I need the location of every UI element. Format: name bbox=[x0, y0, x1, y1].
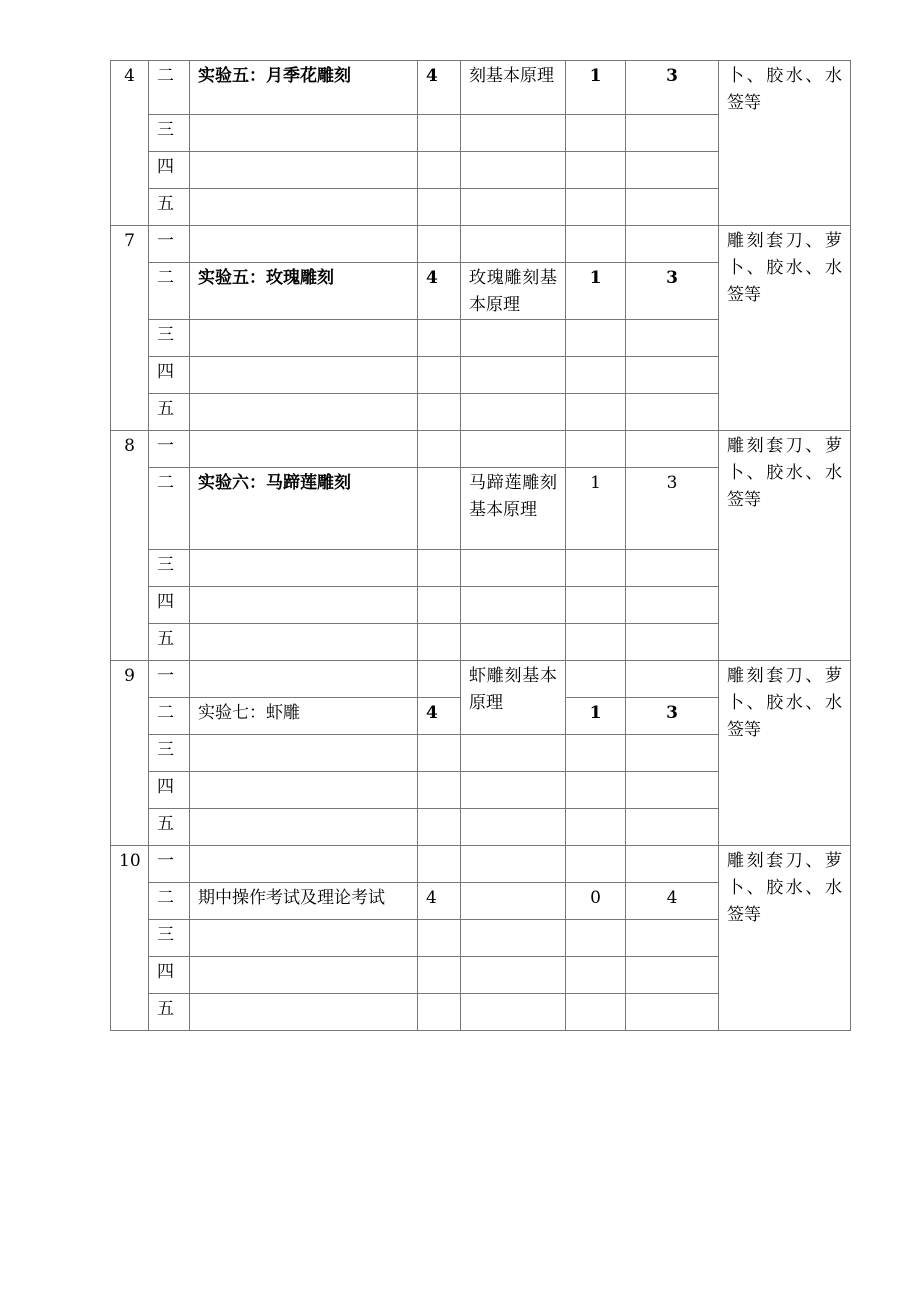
practice-hours bbox=[626, 115, 719, 152]
experiment-name bbox=[190, 661, 418, 698]
class-hours bbox=[418, 226, 461, 263]
theory-hours: 1 bbox=[566, 468, 626, 550]
theory-hours: 1 bbox=[566, 698, 626, 735]
practice-hours bbox=[626, 152, 719, 189]
class-hours bbox=[418, 152, 461, 189]
theory-hours bbox=[566, 431, 626, 468]
practice-hours bbox=[626, 320, 719, 357]
practice-hours bbox=[626, 994, 719, 1031]
teaching-content: 刻基本原理 bbox=[461, 61, 566, 115]
practice-hours bbox=[626, 357, 719, 394]
class-hours bbox=[418, 772, 461, 809]
week-number: 4 bbox=[111, 61, 149, 226]
weekday: 四 bbox=[149, 957, 190, 994]
class-hours bbox=[418, 189, 461, 226]
practice-hours bbox=[626, 920, 719, 957]
weekday: 三 bbox=[149, 320, 190, 357]
teaching-content bbox=[461, 772, 566, 809]
weekday: 五 bbox=[149, 809, 190, 846]
teaching-content bbox=[461, 226, 566, 263]
weekday: 一 bbox=[149, 846, 190, 883]
teaching-content bbox=[461, 115, 566, 152]
class-hours: 4 bbox=[418, 698, 461, 735]
class-hours bbox=[418, 661, 461, 698]
teaching-content bbox=[461, 994, 566, 1031]
experiment-name bbox=[190, 431, 418, 468]
experiment-name bbox=[190, 550, 418, 587]
teaching-content bbox=[461, 394, 566, 431]
class-hours bbox=[418, 357, 461, 394]
weekday: 二 bbox=[149, 468, 190, 550]
teaching-content: 马蹄莲雕刻基本原理 bbox=[461, 468, 566, 550]
teaching-content bbox=[461, 809, 566, 846]
theory-hours bbox=[566, 994, 626, 1031]
class-hours bbox=[418, 735, 461, 772]
theory-hours bbox=[566, 957, 626, 994]
teaching-content bbox=[461, 587, 566, 624]
practice-hours: 3 bbox=[626, 263, 719, 320]
weekday: 二 bbox=[149, 883, 190, 920]
practice-hours bbox=[626, 735, 719, 772]
experiment-name bbox=[190, 735, 418, 772]
teaching-content bbox=[461, 320, 566, 357]
theory-hours bbox=[566, 550, 626, 587]
theory-hours bbox=[566, 846, 626, 883]
class-hours: 4 bbox=[418, 263, 461, 320]
theory-hours bbox=[566, 661, 626, 698]
theory-hours bbox=[566, 624, 626, 661]
theory-hours bbox=[566, 587, 626, 624]
practice-hours bbox=[626, 809, 719, 846]
materials: 雕刻套刀、萝卜、胶水、水签等 bbox=[719, 846, 851, 1031]
class-hours bbox=[418, 431, 461, 468]
experiment-name: 期中操作考试及理论考试 bbox=[190, 883, 418, 920]
practice-hours bbox=[626, 394, 719, 431]
week-number: 7 bbox=[111, 226, 149, 431]
teaching-content bbox=[461, 189, 566, 226]
class-hours bbox=[418, 957, 461, 994]
theory-hours bbox=[566, 809, 626, 846]
practice-hours bbox=[626, 661, 719, 698]
theory-hours bbox=[566, 357, 626, 394]
teaching-content bbox=[461, 550, 566, 587]
teaching-content bbox=[461, 846, 566, 883]
experiment-name bbox=[190, 357, 418, 394]
practice-hours bbox=[626, 587, 719, 624]
weekday: 一 bbox=[149, 661, 190, 698]
experiment-name bbox=[190, 320, 418, 357]
weekday: 五 bbox=[149, 394, 190, 431]
weekday: 三 bbox=[149, 735, 190, 772]
experiment-name bbox=[190, 994, 418, 1031]
theory-hours: 1 bbox=[566, 263, 626, 320]
experiment-name: 实验五：月季花雕刻 bbox=[190, 61, 418, 115]
theory-hours bbox=[566, 320, 626, 357]
practice-hours bbox=[626, 624, 719, 661]
teaching-content bbox=[461, 735, 566, 772]
theory-hours: 0 bbox=[566, 883, 626, 920]
class-hours bbox=[418, 994, 461, 1031]
practice-hours bbox=[626, 431, 719, 468]
class-hours bbox=[418, 320, 461, 357]
theory-hours bbox=[566, 394, 626, 431]
course-schedule-table bbox=[110, 60, 851, 1031]
teaching-content: 虾雕刻基本原理 bbox=[461, 661, 566, 735]
weekday: 一 bbox=[149, 226, 190, 263]
materials: 雕刻套刀、萝卜、胶水、水签等 bbox=[719, 661, 851, 846]
practice-hours: 3 bbox=[626, 698, 719, 735]
weekday: 三 bbox=[149, 550, 190, 587]
class-hours bbox=[418, 624, 461, 661]
experiment-name bbox=[190, 189, 418, 226]
teaching-content bbox=[461, 152, 566, 189]
table-row bbox=[111, 661, 851, 698]
theory-hours bbox=[566, 772, 626, 809]
practice-hours bbox=[626, 772, 719, 809]
experiment-name bbox=[190, 957, 418, 994]
teaching-content bbox=[461, 957, 566, 994]
theory-hours bbox=[566, 189, 626, 226]
materials: 雕刻套刀、萝卜、胶水、水签等 bbox=[719, 226, 851, 431]
experiment-name bbox=[190, 394, 418, 431]
teaching-content: 玫瑰雕刻基本原理 bbox=[461, 263, 566, 320]
practice-hours: 3 bbox=[626, 61, 719, 115]
teaching-content bbox=[461, 883, 566, 920]
class-hours bbox=[418, 809, 461, 846]
teaching-content bbox=[461, 624, 566, 661]
experiment-name bbox=[190, 587, 418, 624]
theory-hours bbox=[566, 920, 626, 957]
materials: 雕刻套刀、萝卜、胶水、水签等 bbox=[719, 431, 851, 661]
class-hours bbox=[418, 587, 461, 624]
experiment-name bbox=[190, 115, 418, 152]
theory-hours bbox=[566, 152, 626, 189]
experiment-name: 实验六：马蹄莲雕刻 bbox=[190, 468, 418, 550]
class-hours: 4 bbox=[418, 883, 461, 920]
practice-hours bbox=[626, 189, 719, 226]
teaching-content bbox=[461, 920, 566, 957]
theory-hours: 1 bbox=[566, 61, 626, 115]
experiment-name: 实验五：玫瑰雕刻 bbox=[190, 263, 418, 320]
experiment-name bbox=[190, 624, 418, 661]
weekday: 五 bbox=[149, 994, 190, 1031]
weekday: 四 bbox=[149, 772, 190, 809]
experiment-name bbox=[190, 152, 418, 189]
practice-hours bbox=[626, 226, 719, 263]
week-number: 8 bbox=[111, 431, 149, 661]
week-number: 9 bbox=[111, 661, 149, 846]
table-row bbox=[111, 226, 851, 263]
theory-hours bbox=[566, 115, 626, 152]
class-hours bbox=[418, 468, 461, 550]
class-hours: 4 bbox=[418, 61, 461, 115]
experiment-name bbox=[190, 226, 418, 263]
experiment-name bbox=[190, 920, 418, 957]
weekday: 二 bbox=[149, 698, 190, 735]
practice-hours: 4 bbox=[626, 883, 719, 920]
weekday: 五 bbox=[149, 624, 190, 661]
theory-hours bbox=[566, 226, 626, 263]
weekday: 四 bbox=[149, 152, 190, 189]
weekday: 一 bbox=[149, 431, 190, 468]
class-hours bbox=[418, 115, 461, 152]
class-hours bbox=[418, 846, 461, 883]
weekday: 四 bbox=[149, 587, 190, 624]
practice-hours: 3 bbox=[626, 468, 719, 550]
practice-hours bbox=[626, 550, 719, 587]
class-hours bbox=[418, 550, 461, 587]
theory-hours bbox=[566, 735, 626, 772]
experiment-name bbox=[190, 772, 418, 809]
experiment-name bbox=[190, 809, 418, 846]
table-row bbox=[111, 431, 851, 468]
class-hours bbox=[418, 920, 461, 957]
weekday: 四 bbox=[149, 357, 190, 394]
practice-hours bbox=[626, 957, 719, 994]
experiment-name: 实验七：虾雕 bbox=[190, 698, 418, 735]
teaching-content bbox=[461, 357, 566, 394]
table-row bbox=[111, 61, 851, 115]
week-number: 10 bbox=[111, 846, 149, 1031]
materials: 卜、胶水、水签等 bbox=[719, 61, 851, 226]
table-row bbox=[111, 846, 851, 883]
weekday: 三 bbox=[149, 920, 190, 957]
class-hours bbox=[418, 394, 461, 431]
teaching-content bbox=[461, 431, 566, 468]
weekday: 二 bbox=[149, 61, 190, 115]
experiment-name bbox=[190, 846, 418, 883]
weekday: 二 bbox=[149, 263, 190, 320]
practice-hours bbox=[626, 846, 719, 883]
weekday: 五 bbox=[149, 189, 190, 226]
weekday: 三 bbox=[149, 115, 190, 152]
